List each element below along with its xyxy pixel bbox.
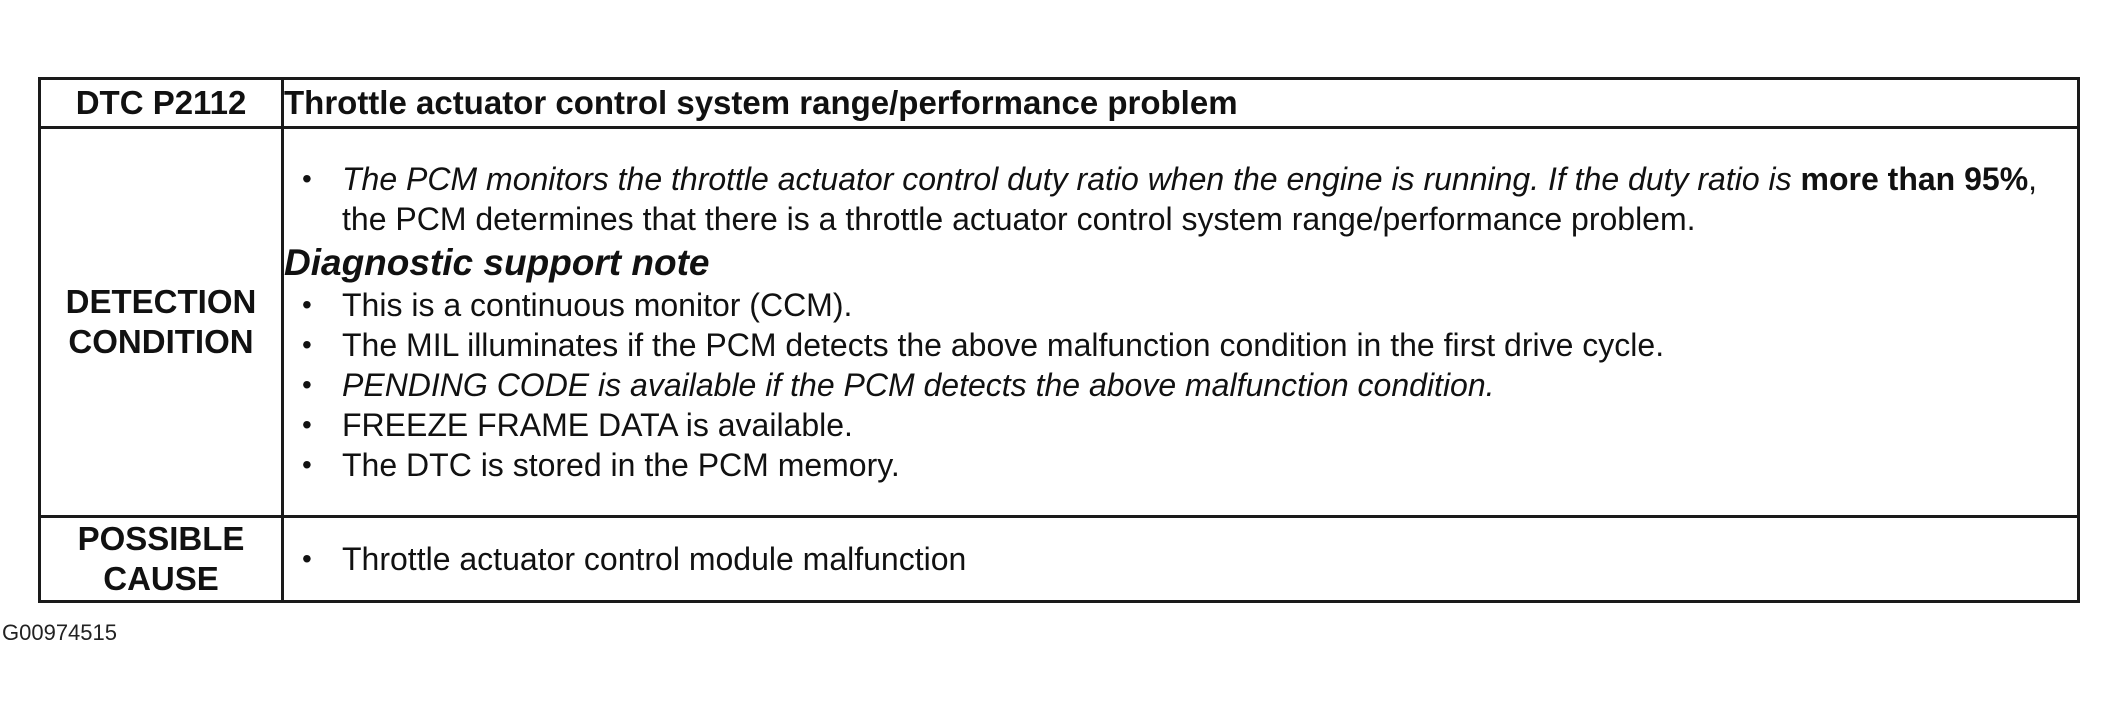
detection-intro-item: [284, 159, 2077, 239]
bullet-icon: •: [302, 289, 312, 320]
dtc-title: Throttle actuator control system range/performance problem: [283, 79, 2079, 128]
cause-item: [284, 539, 2077, 579]
cause-list: [284, 539, 2077, 579]
cause-label-line2: CAUSE: [103, 560, 219, 597]
cause-item-text: Throttle actuator control module malfunction: [342, 541, 967, 577]
cause-content: [283, 517, 2079, 602]
support-note-list: [284, 285, 2077, 485]
table-row-cause: [40, 517, 2079, 602]
bullet-icon: •: [302, 329, 312, 360]
detection-intro-part2: , the PCM determines that there is a throttle actuator control system range/performance problem.: [342, 161, 2038, 237]
support-note-text: FREEZE FRAME DATA is available.: [342, 407, 853, 443]
support-note-item: [284, 365, 2077, 405]
support-note-text: The MIL illuminates if the PCM detects the above malfunction condition in the first drive cycle.: [342, 327, 1665, 363]
figure-code: G00974515: [2, 620, 117, 645]
bullet-icon: •: [302, 409, 312, 440]
support-note-text: This is a continuous monitor (CCM).: [342, 287, 853, 323]
support-note-item: [284, 405, 2077, 445]
support-note-text: PENDING CODE is available if the PCM detects the above malfunction condition.: [342, 367, 1495, 403]
bullet-icon: •: [302, 543, 312, 574]
table-row-header: [40, 79, 2079, 128]
table-row-detection: [40, 128, 2079, 517]
support-note-item: [284, 285, 2077, 325]
detection-intro-part1: The PCM monitors the throttle actuator control duty ratio when the engine is running. If the duty ratio is: [342, 161, 1792, 197]
detection-intro-bold: more than 95%: [1800, 161, 2029, 197]
cause-label-line1: POSSIBLE: [77, 520, 245, 557]
bullet-icon: •: [302, 369, 312, 400]
detection-label: [40, 128, 283, 517]
support-note-item: [284, 325, 2077, 365]
detection-intro-list: [284, 159, 2077, 239]
bullet-icon: •: [302, 163, 312, 194]
bullet-icon: •: [302, 449, 312, 480]
detection-content: [283, 128, 2079, 517]
detection-label-line1: DETECTION: [65, 283, 257, 320]
support-note-text: The DTC is stored in the PCM memory.: [342, 447, 900, 483]
support-note-title: Diagnostic support note: [284, 242, 710, 283]
support-note-item: [284, 445, 2077, 485]
detection-label-line2: CONDITION: [68, 323, 254, 360]
dtc-code: DTC P2112: [40, 79, 283, 128]
dtc-table: [38, 77, 2080, 603]
cause-label: [40, 517, 283, 602]
